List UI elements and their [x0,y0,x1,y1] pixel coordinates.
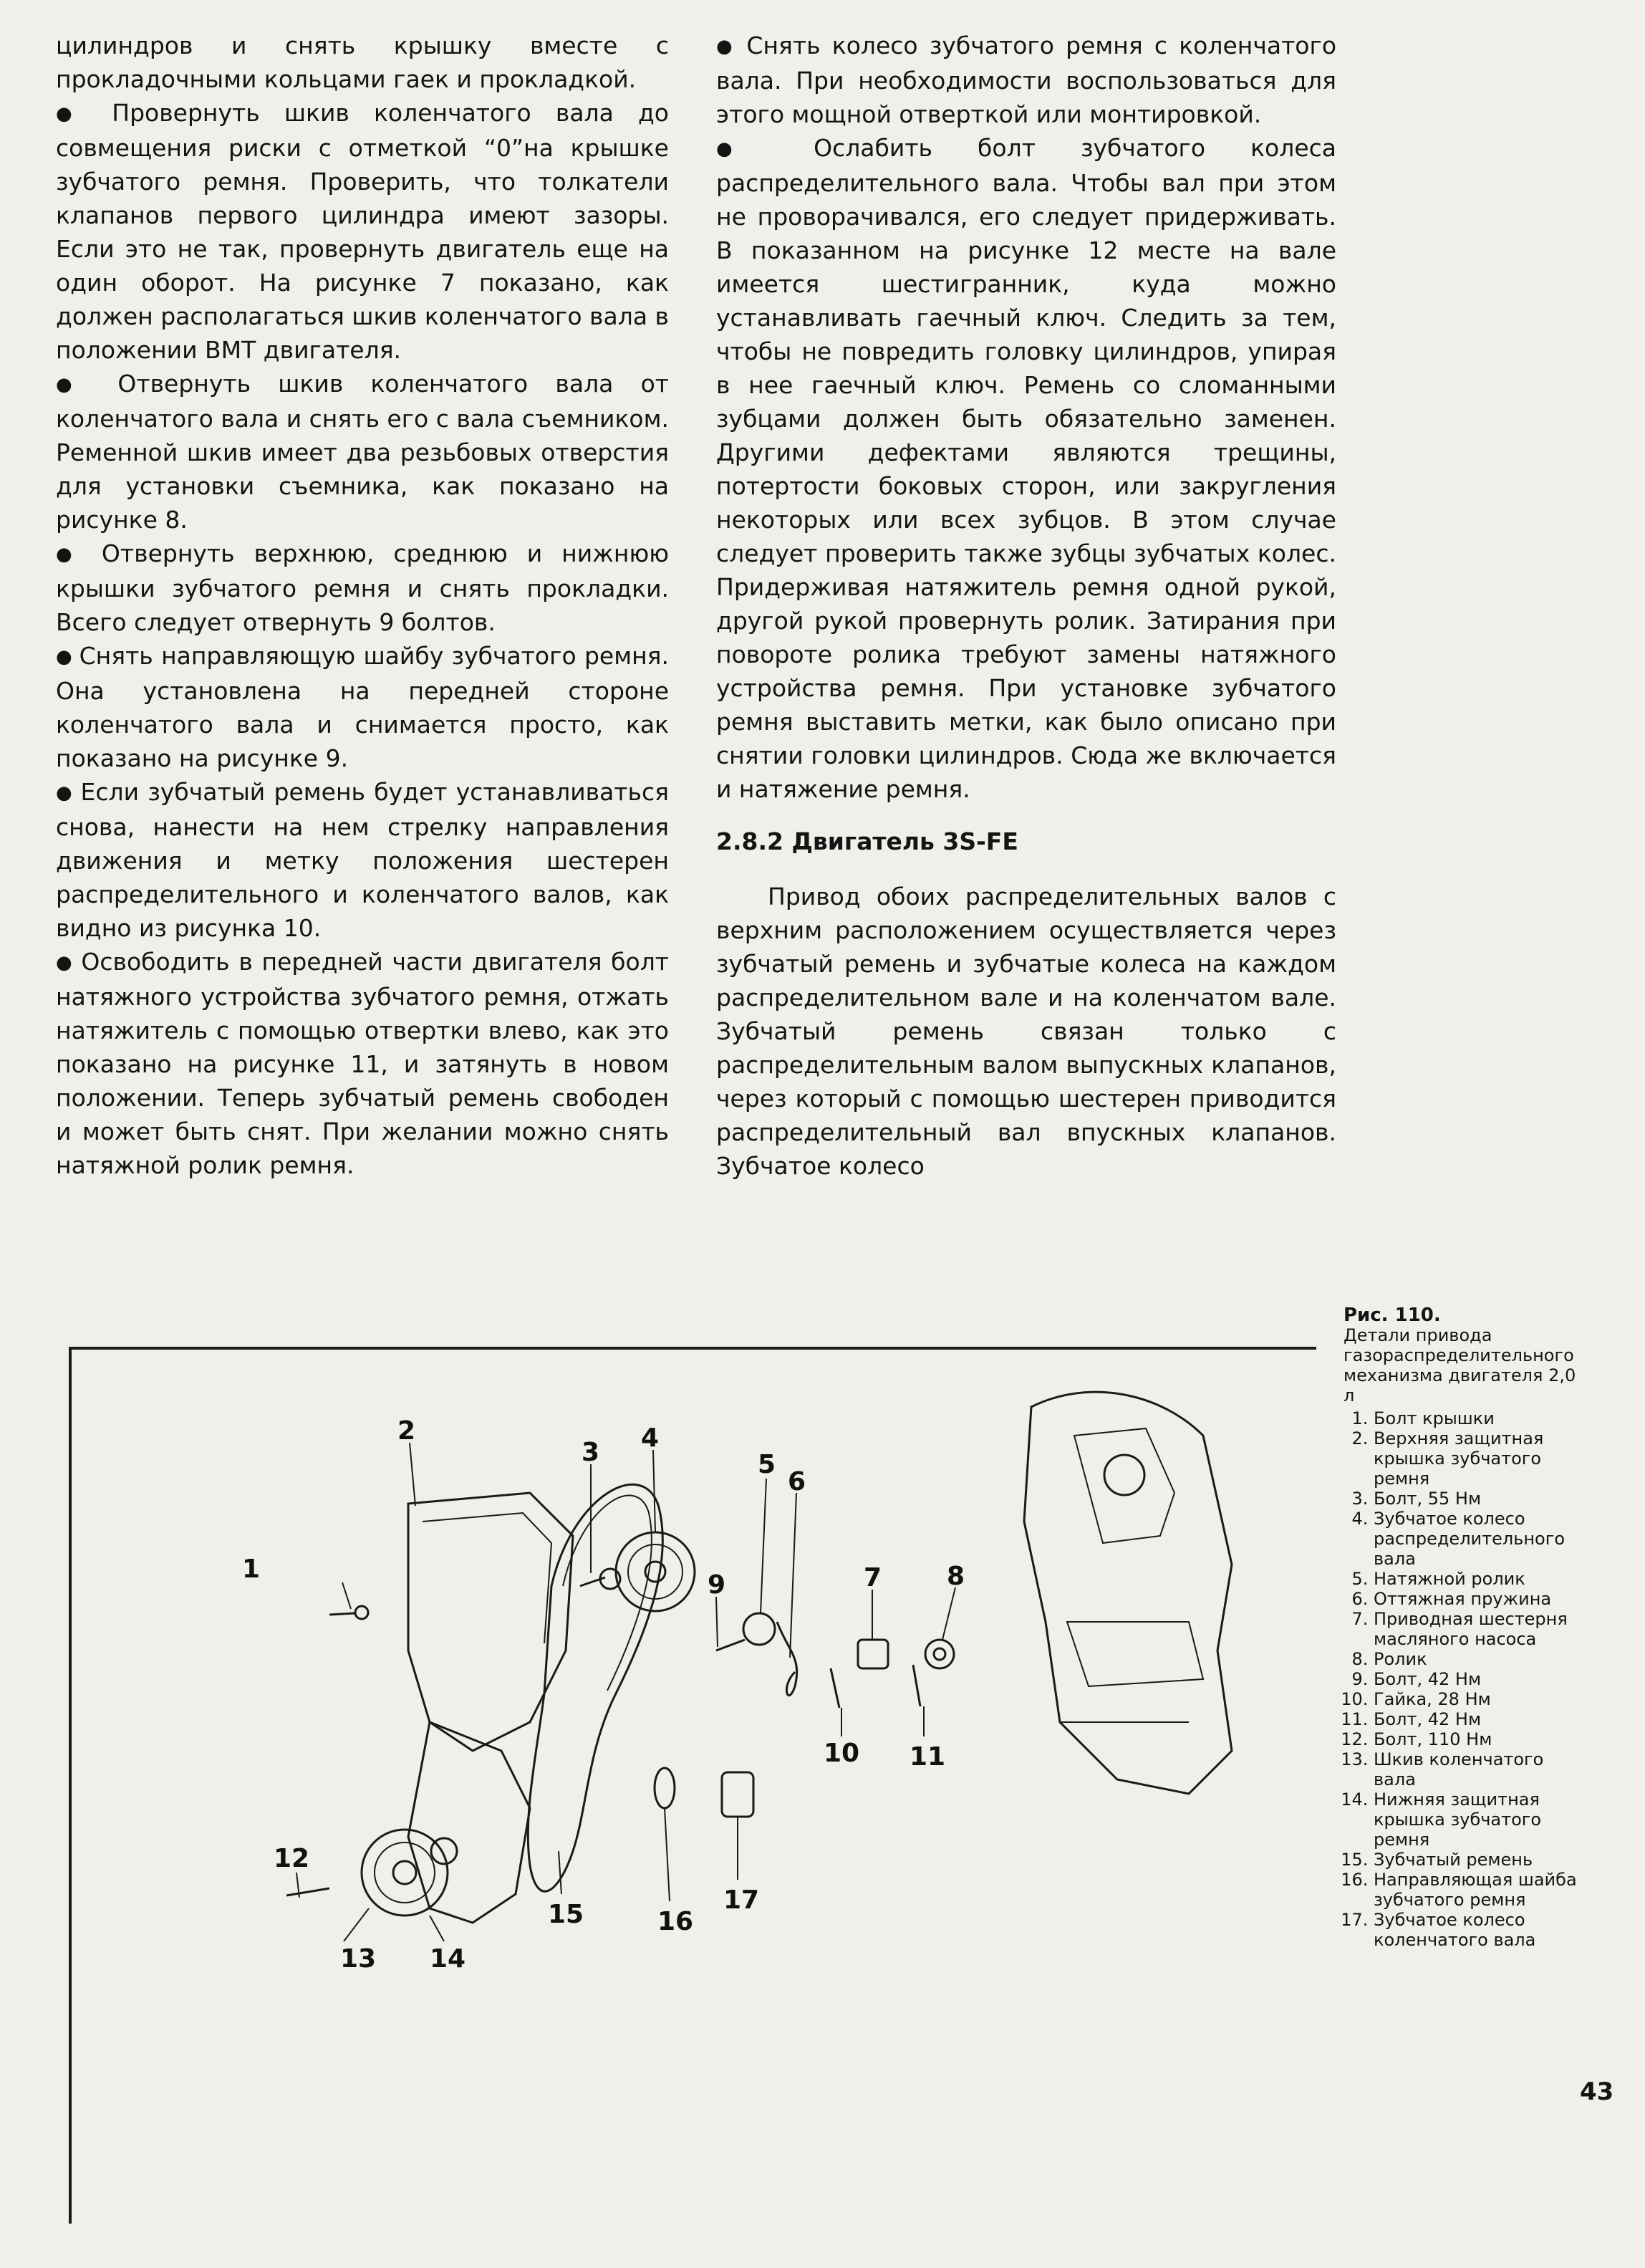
parts-list-item: 4. Зубчатое колесо распределительного вала [1374,1509,1587,1569]
bullet-paragraph: ● Снять направляющую шайбу зубчатого ремня. Она установлена на передней стороне коленчатого вала и снимается просто, как показано на рисунке 9. [56,639,669,775]
callout-6: 6 [788,1467,806,1496]
parts-list-item: 11. Болт, 42 Нм [1374,1709,1587,1729]
section-paragraph: Привод обоих распределительных валов с верхним расположением осуществляется через зубчатый ремень и зубчатые колеса на каждом распределительном вале и на коленчатом вале. Зубчатый ремень связан только с распределительным валом выпускных клапанов, через который с помощью шестерен приводится распределительный вал впускных клапанов. Зубчатое колесо [716,883,1336,1180]
crankshaft-sprocket-drawing [722,1772,753,1817]
bullet-paragraph: ● Провернуть шкив коленчатого вала до совмещения риски с отметкой “0”на крышке зубчатого ремня. Проверить, что толкатели клапанов первого цилиндра имеют зазоры. Если это не так, провернуть двигатель еще на один оборот. На рисунке 7 показано, как должен располагаться шкив коленчатого вала в положении ВМТ двигателя. [56,96,669,367]
crankshaft-bolt-drawing [286,1888,329,1895]
parts-list-item: 17. Зубчатое колесо коленчатого вала [1374,1910,1587,1950]
right-column [716,29,1336,1183]
guide-washer-drawing [655,1768,675,1808]
paragraph: цилиндров и снять крышку вместе с прокладочными кольцами гаек и прокладкой. [56,32,669,93]
parts-list-item: 5. Натяжной ролик [1374,1569,1587,1589]
parts-list-item: 10. Гайка, 28 Нм [1374,1689,1587,1709]
callout-17: 17 [723,1885,760,1915]
callout-11: 11 [910,1742,946,1772]
parts-list-item: 6. Оттяжная пружина [1374,1589,1587,1609]
left-column [56,29,669,1182]
cover-bolt-drawing [329,1613,354,1615]
page-number: 43 [1580,2077,1614,2106]
bullet-paragraph: ● Отвернуть шкив коленчатого вала от коленчатого вала и снять его с вала съемником. Ременной шкив имеет два резьбовых отверстия для установки съемника, как показано на рисунке 8. [56,367,669,537]
section-heading: 2.8.2 Двигатель 3S-FE [716,827,1018,855]
parts-list-item: 8. Ролик [1374,1649,1587,1669]
idler-drawing [925,1640,954,1668]
callout-3: 3 [582,1438,600,1467]
bullet-paragraph: ● Отвернуть верхнюю, среднюю и нижнюю крышки зубчатого ремня и снять прокладки. Всего следует отвернуть 9 болтов. [56,537,669,639]
callout-9: 9 [708,1570,726,1600]
parts-list-item: 14. Нижняя защитная крышка зубчатого ремня [1374,1789,1587,1850]
figure-caption [1344,1305,1587,1950]
callout-15: 15 [548,1900,584,1929]
callout-4: 4 [641,1423,660,1453]
callout-13: 13 [340,1944,377,1974]
parts-list-item: 12. Болт, 110 Нм [1374,1729,1587,1749]
tensioner-drawing [743,1613,775,1645]
callout-10: 10 [824,1739,860,1768]
parts-list-item: 15. Зубчатый ремень [1374,1850,1587,1870]
parts-list-item: 16. Направляющая шайба зубчатого ремня [1374,1870,1587,1910]
timing-belt-exploded-diagram [72,1350,1311,2216]
parts-list-item: 9. Болт, 42 Нм [1374,1669,1587,1689]
callout-1: 1 [242,1555,261,1584]
parts-list-item: 13. Шкив коленчатого вала [1374,1749,1587,1789]
callout-7: 7 [864,1563,882,1592]
caption-text: Детали привода газораспределительного механизма двигателя 2,0 л [1344,1325,1576,1406]
bullet-paragraph: ● Ослабить болт зубчатого колеса распределительного вала. Чтобы вал при этом не проворачивался, его следует придерживать. В показанном на рисунке 12 месте на вале имеется шестигранник, куда можно устанавливать гаечный ключ. Следить за тем, чтобы не повредить головку цилиндров, упирая в нее гаечный ключ. Ремень со сломанными зубцами должен быть обязательно заменен. Другими дефектами являются трещины, потертости боковых сторон, или закругления некоторых или всех зубцов. В этом случае следует проверить также зубцы зубчатых колес. Придерживая натяжитель ремня одной рукой, другой рукой провернуть ролик. Затирания при повороте ролика требуют замены натяжного устройства ремня. При установке зубчатого ремня выставить метки, как было описано при снятии головки цилиндров. Сюда же включается и натяжение ремня. [716,131,1336,806]
parts-list [1344,1408,1587,1950]
caption-title: Рис. 110. [1344,1304,1441,1326]
callout-14: 14 [430,1944,466,1974]
parts-list-item: 3. Болт, 55 Нм [1374,1489,1587,1509]
engine-block-drawing [1024,1392,1232,1794]
bullet-paragraph: ● Снять колесо зубчатого ремня с коленчатого вала. При необходимости воспользоваться для этого мощной отверткой или монтировкой. [716,29,1336,131]
callout-16: 16 [657,1907,694,1936]
parts-list-item: 2. Верхняя защитная крышка зубчатого ремня [1374,1428,1587,1489]
spring-drawing [777,1622,797,1696]
bullet-paragraph: ● Если зубчатый ремень будет устанавливаться снова, нанести на нем стрелку направления движения и метку положения шестерен распределительного и коленчатого валов, как видно из рисунка 10. [56,775,669,945]
parts-list-item: 1. Болт крышки [1374,1408,1587,1428]
callout-12: 12 [274,1844,310,1873]
parts-list-item: 7. Приводная шестерня масляного насоса [1374,1609,1587,1649]
oil-pump-gear-drawing [858,1640,888,1668]
callout-8: 8 [947,1562,965,1591]
callout-2: 2 [397,1416,416,1446]
bullet-paragraph: ● Освободить в передней части двигателя болт натяжного устройства зубчатого ремня, отжать натяжитель с помощью отвертки влево, как это показано на рисунке 11, и затянуть в новом положении. Теперь зубчатый ремень свободен и может быть снят. При желании можно снять натяжной ролик ремня. [56,945,669,1182]
callout-5: 5 [758,1450,776,1479]
